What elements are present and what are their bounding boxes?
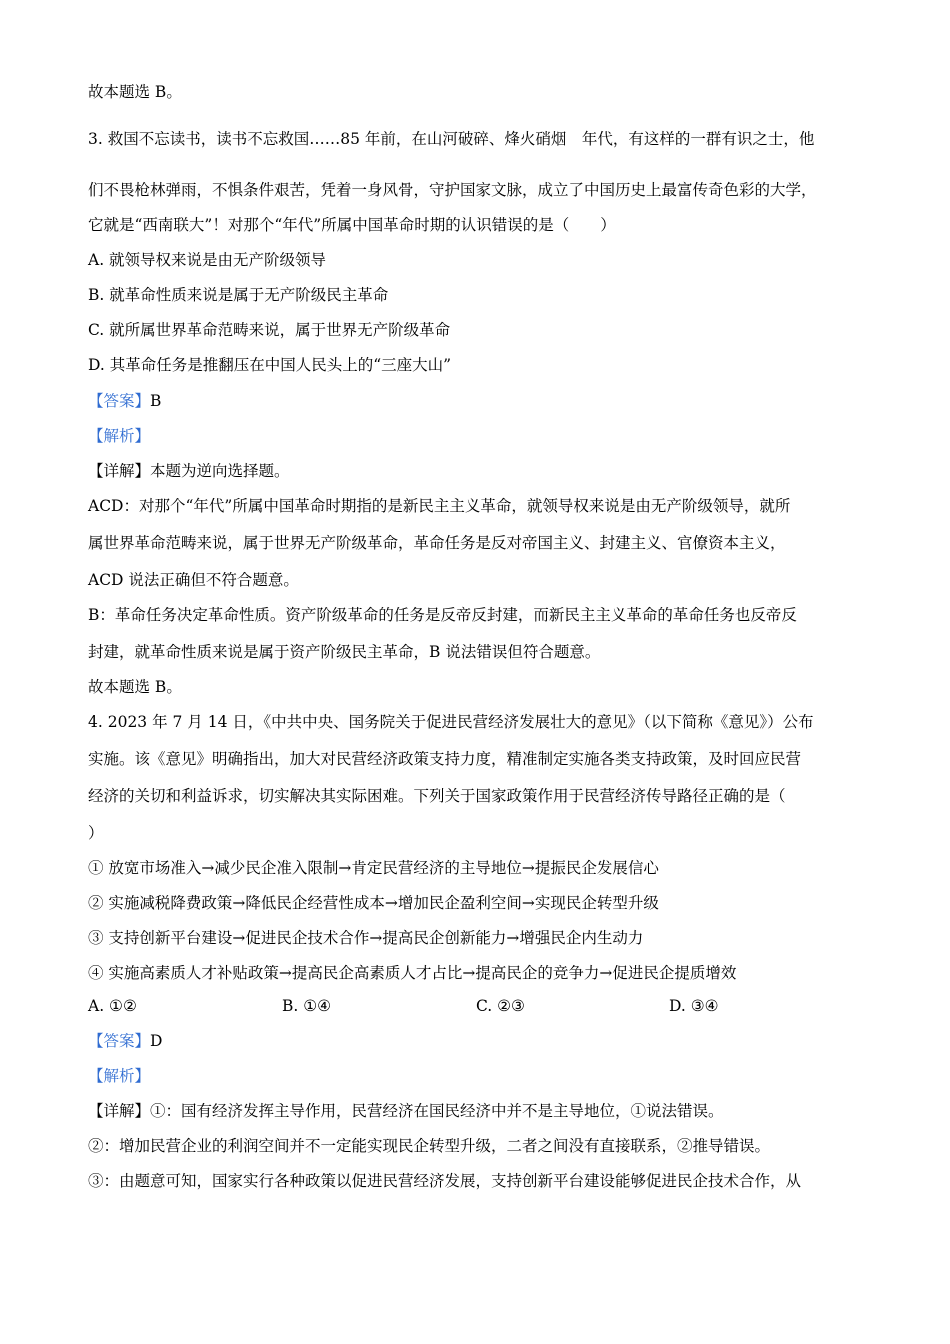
detail-text: ①：国有经济发挥主导作用，民营经济在国民经济中并不是主导地位，①说法错误。: [150, 1102, 724, 1120]
q3-answer: [88, 391, 161, 411]
q4-stem-line-1: 4. 2023 年 7 月 14 日，《中共中央、国务院关于促进民营经济发展壮大的意见》（以下简称《意见》）公布: [88, 713, 814, 731]
q3-stem-line-3: 它就是“西南联大”！对那个“年代”所属中国革命时期的认识错误的是（ ）: [88, 216, 616, 234]
q4-option-c: C. ②③: [476, 997, 525, 1015]
q3-analysis-tag: 【解析】: [88, 427, 151, 445]
q4-stem-line-2: 实施。该《意见》明确指出，加大对民营经济政策支持力度，精准制定实施各类支持政策，及时回应民营: [88, 750, 802, 768]
q3-stem-line-1: 3. 救国不忘读书，读书不忘救国……85 年前，在山河破碎、烽火硝烟 年代，有这样的一群有识之士，他: [88, 130, 815, 148]
q4-item-2: ② 实施减税降费政策→降低民企经营性成本→增加民企盈利空间→实现民企转型升级: [88, 894, 659, 912]
q4-explanation-line-1: ②：增加民营企业的利润空间并不一定能实现民企转型升级，二者之间没有直接联系，②推导错误。: [88, 1137, 771, 1155]
answer-tag: 【答案】: [88, 392, 151, 410]
detail-tag: 【详解】: [88, 462, 151, 480]
detail-text: 本题为逆向选择题。: [150, 462, 290, 480]
q4-explanation-line-2: ③：由题意可知，国家实行各种政策以促进民营经济发展，支持创新平台建设能够促进民企技术合作，从: [88, 1172, 802, 1190]
q4-stem-line-3: 经济的关切和利益诉求，切实解决其实际困难。下列关于国家政策作用于民营经济传导路径正确的是（: [88, 787, 786, 805]
q4-option-b: B. ①④: [282, 997, 332, 1015]
q4-detail: [88, 1101, 724, 1121]
q4-answer: [88, 1031, 162, 1051]
q3-option-c: C. 就所属世界革命范畴来说，属于世界无产阶级革命: [88, 321, 451, 339]
q4-stem-line-4: ）: [88, 824, 104, 842]
q3-option-b: B. 就革命性质来说是属于无产阶级民主革命: [88, 286, 389, 304]
detail-tag: 【详解】: [88, 1102, 151, 1120]
q3-conclusion: 故本题选 B。: [88, 678, 182, 696]
q4-item-1: ① 放宽市场准入→减少民企准入限制→肯定民营经济的主导地位→提振民企发展信心: [88, 859, 659, 877]
answer-value: B: [150, 392, 162, 410]
q3-explanation-line-1: ACD：对那个“年代”所属中国革命时期指的是新民主主义革命，就领导权来说是由无产阶级领导，就所: [88, 497, 791, 515]
q3-option-a: A. 就领导权来说是由无产阶级领导: [88, 251, 327, 269]
answer-tag: 【答案】: [88, 1032, 151, 1050]
q4-option-a: A. ①②: [88, 997, 137, 1015]
q3-explanation-line-2: 属世界革命范畴来说，属于世界无产阶级革命，革命任务是反对帝国主义、封建主义、官僚资本主义，: [88, 534, 786, 552]
q3-detail: [88, 461, 290, 481]
q3-explanation-line-5: 封建，就革命性质来说是属于资产阶级民主革命，B 说法错误但符合题意。: [88, 643, 601, 661]
answer-value: D: [150, 1032, 163, 1050]
q3-explanation-line-4: B：革命任务决定革命性质。资产阶级革命的任务是反帝反封建，而新民主主义革命的革命任务也反帝反: [88, 606, 797, 624]
q4-analysis-tag: 【解析】: [88, 1067, 151, 1085]
q3-stem-line-2: 们不畏枪林弹雨，不惧条件艰苦，凭着一身风骨，守护国家文脉，成立了中国历史上最富传奇色彩的大学，: [88, 181, 817, 199]
q4-item-3: ③ 支持创新平台建设→促进民企技术合作→提高民企创新能力→增强民企内生动力: [88, 929, 644, 947]
q3-option-d: D. 其革命任务是推翻压在中国人民头上的“三座大山”: [88, 356, 452, 374]
q4-option-d: D. ③④: [669, 997, 719, 1015]
q4-item-4: ④ 实施高素质人才补贴政策→提高民企高素质人才占比→提高民企的竞争力→促进民企提质增效: [88, 964, 737, 982]
q3-explanation-line-3: ACD 说法正确但不符合题意。: [88, 571, 299, 589]
previous-answer-conclusion: 故本题选 B。: [88, 83, 182, 101]
